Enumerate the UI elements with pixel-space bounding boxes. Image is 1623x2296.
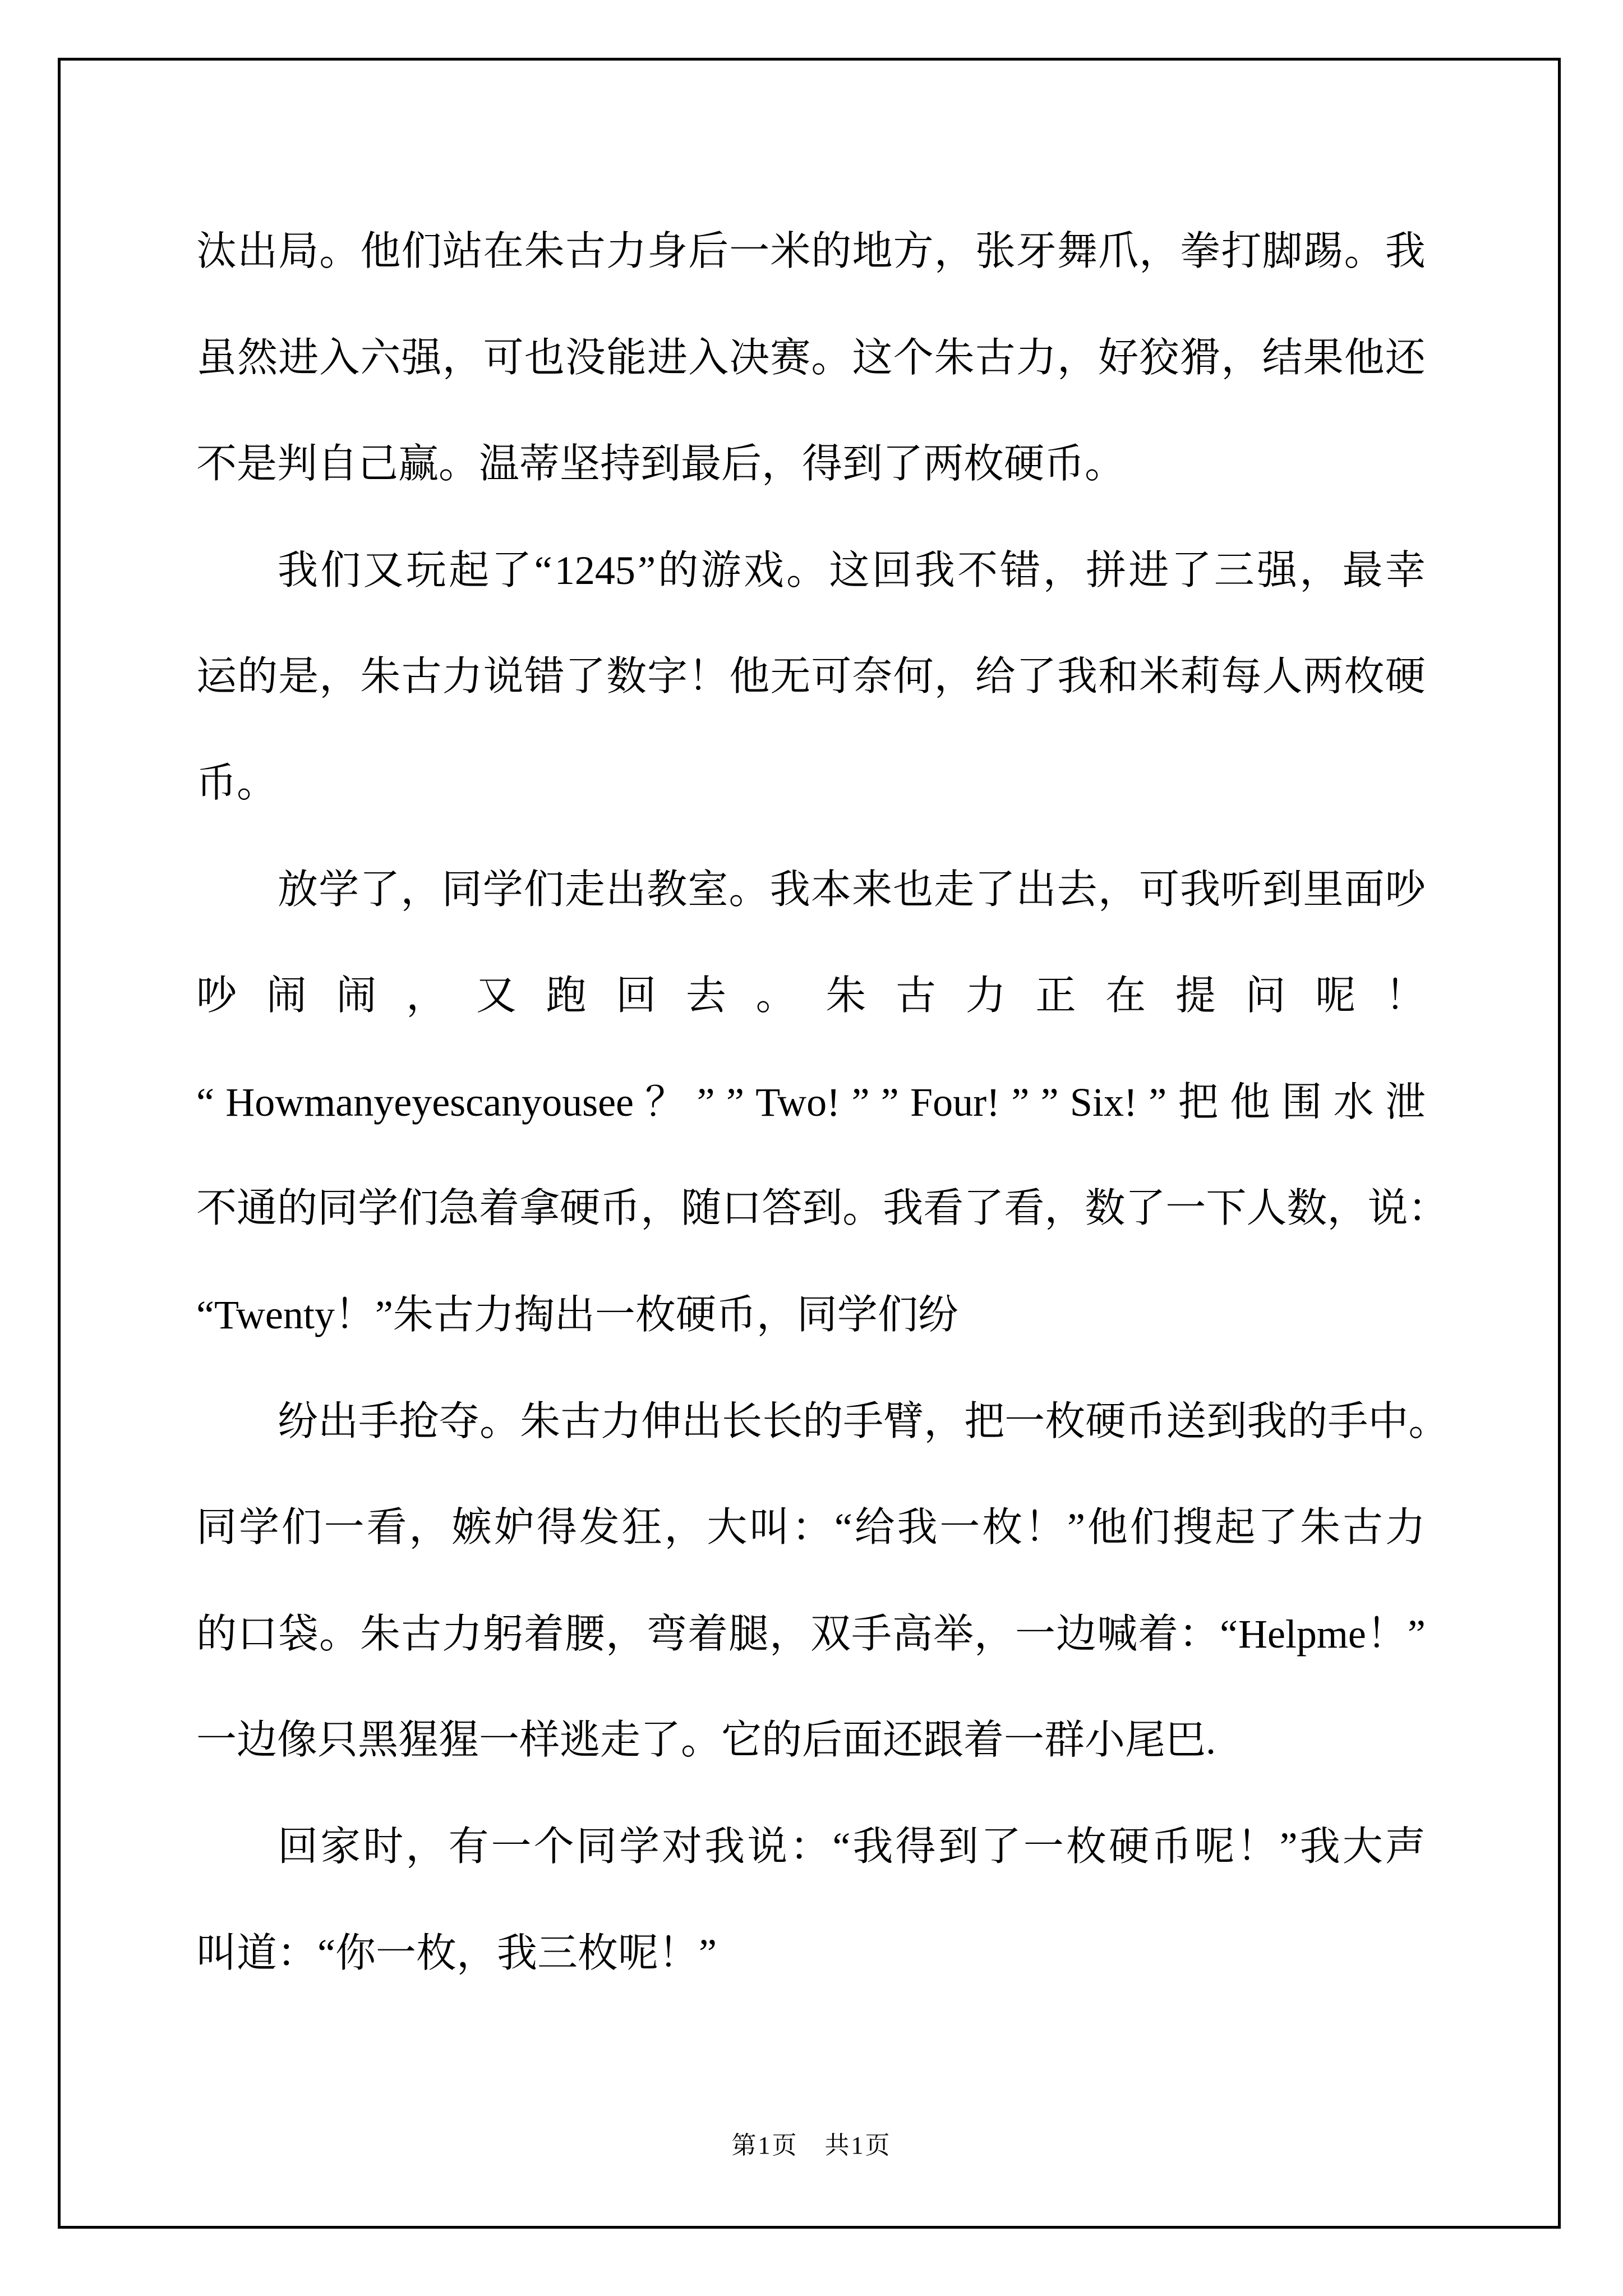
text-line: 一边像只黑猩猩一样逃走了。它的后面还跟着一群小尾巴.: [196, 1718, 1216, 1763]
text-line: 不是判自己赢。温蒂坚持到最后，得到了两枚硬币。: [196, 441, 1126, 487]
page-number-footer: 第1页 共1页: [731, 2132, 892, 2159]
text-body: [196, 229, 1449, 2037]
text-line: 同 学 们 一 看 ， 嫉 妒 得 发 狂 ， 大 叫 ： “ 给 我 一 枚 ！ ” 他 们 搜 起 了 朱 古 力: [196, 1505, 1426, 1550]
text-line: 叫道：“你一枚，我三枚呢！”: [196, 1930, 717, 1976]
text-line: 币。: [196, 760, 278, 806]
text-line: 放 学 了 ， 同 学 们 走 出 教 室 。 我 本 来 也 走 了 出 去 ， 可 我 听 到 里 面 吵: [278, 867, 1426, 912]
text-line: 我 们 又 玩 起 了 “ 1245 ” 的 游 戏 。 这 回 我 不 错 ， 拼 进 了 三 强 ， 最 幸: [278, 547, 1426, 593]
text-line: 的 口 袋 。 朱 古 力 躬 着 腰 ， 弯 着 腿 ， 双 手 高 举 ， 一 边 喊 着 ： “ Helpme ！ ”: [196, 1611, 1426, 1657]
text-line: 运 的 是 ， 朱 古 力 说 错 了 数 字 ！ 他 无 可 奈 何 ， 给 了 我 和 米 莉 每 人 两 枚 硬: [196, 654, 1426, 700]
text-line: “ Howmanyeyescanyousee ？ ” ” Two! ” ” Four! ” ” Six! ” 把 他 围 水 泄: [196, 1079, 1426, 1125]
text-line: 回 家 时 ， 有 一 个 同 学 对 我 说 ： “ 我 得 到 了 一 枚 硬 币 呢 ！ ” 我 大 声: [278, 1824, 1426, 1869]
text-line: 汰 出 局 。 他 们 站 在 朱 古 力 身 后 一 米 的 地 方 ， 张 牙 舞 爪 ， 拳 打 脚 踢 。 我: [196, 229, 1426, 274]
text-line: 纷 出 手 抢 夺 。 朱 古 力 伸 出 长 长 的 手 臂 ， 把 一 枚 硬 币 送 到 我 的 手 中 。: [278, 1398, 1449, 1444]
text-line: 虽 然 进 入 六 强 ， 可 也 没 能 进 入 决 赛 。 这 个 朱 古 力 ， 好 狡 猾 ， 结 果 他 还: [196, 335, 1426, 380]
text-line: 不 通 的 同 学 们 急 着 拿 硬 币 ， 随 口 答 到 。 我 看 了 看 ， 数 了 一 下 人 数 ， 说 ：: [196, 1186, 1449, 1231]
text-line: 吵 闹 闹 ， 又 跑 回 去 。 朱 古 力 正 在 提 问 呢 ！: [196, 973, 1426, 1019]
text-line: “Twenty！”朱古力掏出一枚硬币，同学们纷: [196, 1292, 958, 1337]
